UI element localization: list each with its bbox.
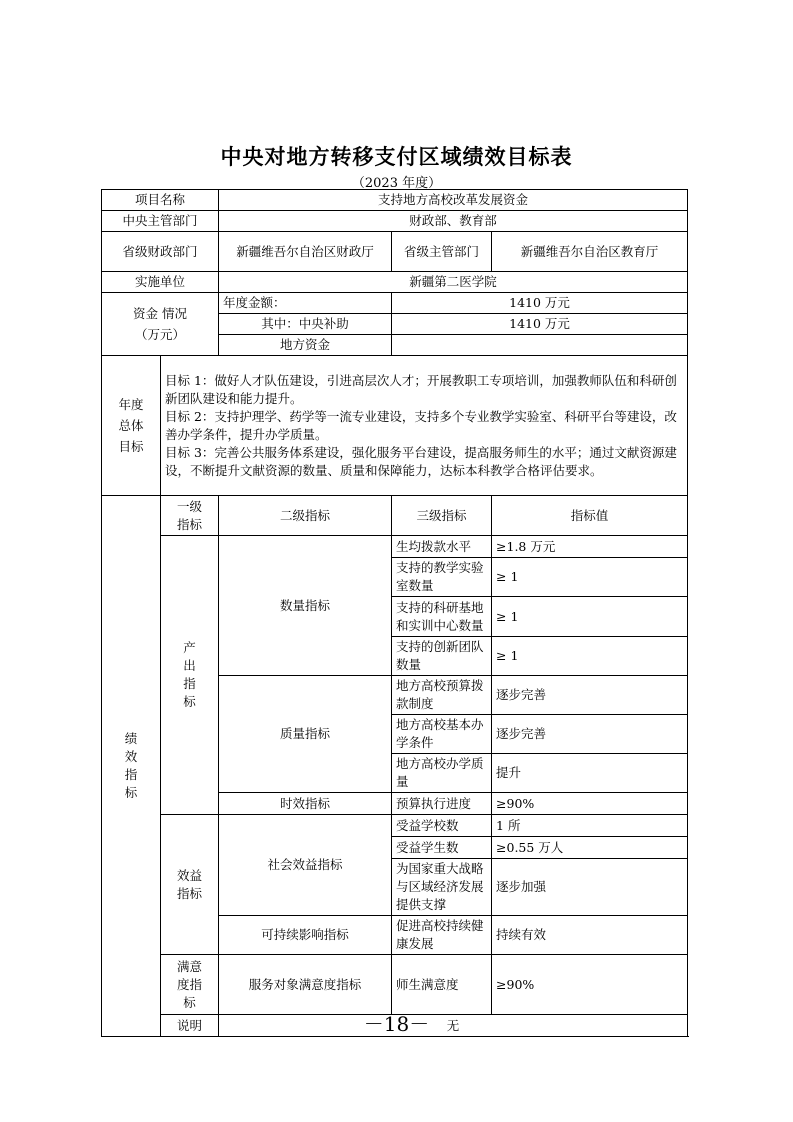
- funds-local-value: [392, 335, 688, 356]
- quality-indicator-label: 质量指标: [219, 676, 392, 793]
- goals-label: 年度 总体 目标: [102, 356, 161, 496]
- indicator-name: 受益学生数: [392, 837, 492, 859]
- goal-item-3: 目标 3：完善公共服务体系建设，强化服务平台建设，提高服务师生的水平；通过文献资源建设，不断提升文献资源的数量、质量和保障能力，达标本科教学合格评估要求。: [165, 444, 677, 478]
- prov-finance-value: 新疆维吾尔自治区财政厅: [219, 232, 392, 272]
- note-label: 说明: [161, 1015, 219, 1037]
- funds-annual-label: 年度金额：: [219, 293, 392, 314]
- central-dept-value: 财政部、教育部: [219, 211, 688, 232]
- prov-finance-label: 省级财政部门: [102, 232, 219, 272]
- indicator-value: 提升: [492, 754, 688, 793]
- satisfaction-l2-label: 服务对象满意度指标: [219, 955, 392, 1015]
- document-year: （2023 年度）: [351, 176, 442, 191]
- indicator-value: ≥90%: [492, 793, 688, 815]
- prov-dept-value: 新疆维吾尔自治区教育厅: [492, 232, 688, 272]
- benefit-indicator-label: 效益 指标: [161, 815, 219, 955]
- output-indicator-label: 产 出 指 标: [161, 536, 219, 815]
- indicator-value: 持续有效: [492, 916, 688, 955]
- indicator-name: 支持的科研基地和实训中心数量: [392, 597, 492, 637]
- sustain-indicator-label: 可持续影响指标: [219, 916, 392, 955]
- perf-label: 绩效 指标: [102, 496, 161, 1037]
- quantity-indicator-label: 数量指标: [219, 536, 392, 676]
- indicator-value: 1 所: [492, 815, 688, 837]
- page-number: －18－: [363, 1012, 430, 1036]
- indicator-name: 为国家重大战略与区域经济发展提供支撑: [392, 859, 492, 916]
- indicator-name: 地方高校办学质量: [392, 754, 492, 793]
- note-value: 无: [219, 1015, 688, 1037]
- indicator-name: 支持的创新团队数量: [392, 637, 492, 676]
- funds-annual-value: 1410 万元: [392, 293, 688, 314]
- indicator-value: ≥ 1: [492, 597, 688, 637]
- indicator-name: 生均拨款水平: [392, 536, 492, 558]
- indicator-name: 地方高校预算拨款制度: [392, 676, 492, 715]
- indicator-name: 受益学校数: [392, 815, 492, 837]
- header-level1: 一级 指标: [161, 496, 219, 536]
- project-name-label: 项目名称: [102, 190, 219, 211]
- funds-central-label: 其中：中央补助: [219, 314, 392, 335]
- indicator-name: 预算执行进度: [392, 793, 492, 815]
- timeliness-indicator-label: 时效指标: [219, 793, 392, 815]
- indicator-name: 地方高校基本办学条件: [392, 715, 492, 754]
- goals-content: [161, 356, 688, 496]
- indicator-value: 逐步完善: [492, 715, 688, 754]
- satisfaction-indicator-label: 满意 度指 标: [161, 955, 219, 1015]
- header-level2: 二级指标: [219, 496, 392, 536]
- funds-label: 资金 情况 （万元）: [102, 293, 219, 356]
- indicator-value: ≥1.8 万元: [492, 536, 688, 558]
- prov-dept-label: 省级主管部门: [392, 232, 492, 272]
- indicator-value: ≥0.55 万人: [492, 837, 688, 859]
- funds-central-value: 1410 万元: [392, 314, 688, 335]
- central-dept-label: 中央主管部门: [102, 211, 219, 232]
- document-title: 中央对地方转移支付区域绩效目标表: [220, 144, 573, 169]
- indicator-value: ≥ 1: [492, 637, 688, 676]
- header-level3: 三级指标: [392, 496, 492, 536]
- performance-table: [101, 189, 688, 1037]
- indicator-name: 师生满意度: [392, 955, 492, 1015]
- social-benefit-label: 社会效益指标: [219, 815, 392, 916]
- indicator-name: 支持的教学实验室数量: [392, 558, 492, 597]
- indicator-name: 促进高校持续健康发展: [392, 916, 492, 955]
- indicator-value: 逐步完善: [492, 676, 688, 715]
- indicator-value: ≥90%: [492, 955, 688, 1015]
- indicator-value: ≥ 1: [492, 558, 688, 597]
- project-name-value: 支持地方高校改革发展资金: [219, 190, 688, 211]
- indicator-value: 逐步加强: [492, 859, 688, 916]
- impl-unit-label: 实施单位: [102, 272, 219, 293]
- funds-local-label: 地方资金: [219, 335, 392, 356]
- impl-unit-value: 新疆第二医学院: [219, 272, 688, 293]
- goal-item-1: 目标 1：做好人才队伍建设，引进高层次人才；开展教职工专项培训，加强教师队伍和科研创新团队建设和能力提升。: [165, 372, 677, 406]
- goal-item-2: 目标 2：支持护理学、药学等一流专业建设，支持多个专业教学实验室、科研平台等建设，改善办学条件，提升办学质量。: [165, 408, 677, 442]
- header-value: 指标值: [492, 496, 688, 536]
